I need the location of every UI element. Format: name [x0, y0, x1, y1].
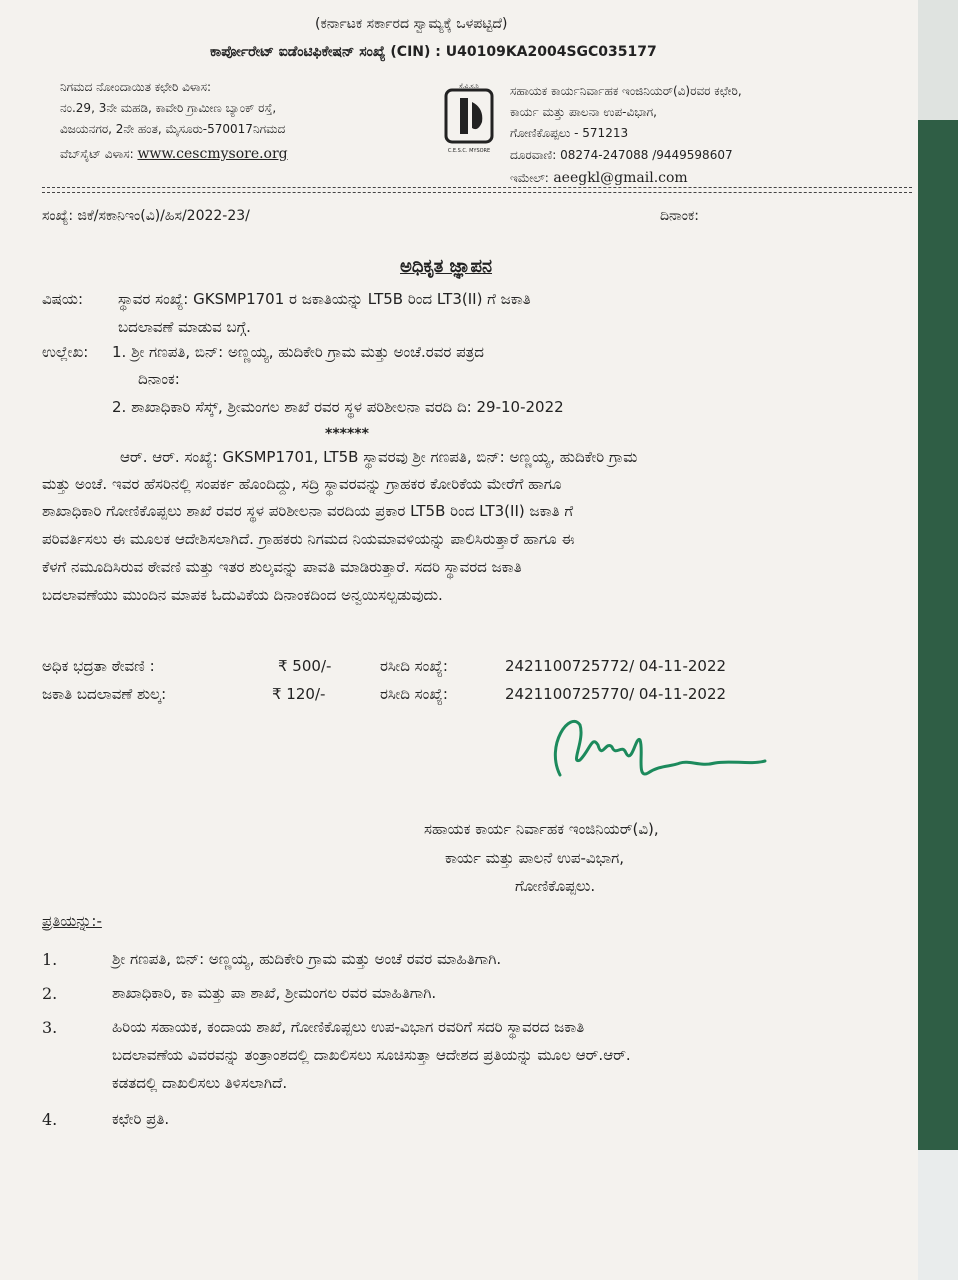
body-line-1: ಆರ್. ಆರ್. ಸಂಖ್ಯೆ: GKSMP1701, LT5B ಸ್ಥಾವರವು ಶ್ರೀ ಗಣಪತಿ, ಬಿನ್: ಅಣ್ಣಯ್ಯ, ಹುದಿಕೇರಿ ಗ್ರಾಮ	[120, 448, 638, 466]
cesc-logo-icon	[438, 80, 500, 156]
signatory-line-1: ಸಹಾಯಕ ಕಾರ್ಯ ನಿರ್ವಾಹಕ ಇಂಜಿನಿಯರ್(ವಿ),	[424, 820, 659, 838]
body-line-4: ಪರಿವರ್ತಿಸಲು ಈ ಮೂಲಕ ಆದೇಶಿಸಲಾಗಿದೆ. ಗ್ರಾಹಕರು ನಿಗಮದ ನಿಯಮಾವಳಿಯನ್ನು ಪಾಲಿಸಿರುತ್ತಾರೆ ಹಾಗೂ ಈ	[42, 530, 575, 548]
copy-1-text: ಶ್ರೀ ಗಣಪತಿ, ಬಿನ್: ಅಣ್ಣಯ್ಯ, ಹುದಿಕೇರಿ ಗ್ರಾಮ ಮತ್ತು ಅಂಚೆ ರವರ ಮಾಹಿತಿಗಾಗಿ.	[112, 950, 502, 968]
phone-value: 08274-247088 /9449598607	[560, 148, 733, 162]
right-address-line-2: ಕಾರ್ಯ ಮತ್ತು ಪಾಲನಾ ಉಪ-ವಿಭಾಗ,	[510, 105, 657, 119]
right-address-line-3: ಗೋಣಿಕೊಪ್ಪಲು - 571213	[510, 126, 629, 140]
copy-3-text-line-3: ಕಡತದಲ್ಲಿ ದಾಖಲಿಸಲು ತಿಳಿಸಲಾಗಿದೆ.	[112, 1074, 288, 1092]
fee-2-receipt: 2421100725770/ 04-11-2022	[505, 685, 727, 703]
body-line-3: ಶಾಖಾಧಿಕಾರಿ ಗೋಣಿಕೊಪ್ಪಲು ಶಾಖೆ ರವರ ಸ್ಥಳ ಪರಿಶೀಲನಾ ವರದಿಯ ಪ್ರಕಾರ LT5B ರಿಂದ LT3(II) ಜಕಾತಿ ಗೆ	[42, 502, 574, 520]
copy-1-number: 1.	[42, 950, 58, 969]
fee-1-amount: ₹ 500/-	[278, 657, 332, 675]
signatory-line-2: ಕಾರ್ಯ ಮತ್ತು ಪಾಲನೆ ಉಪ-ವಿಭಾಗ,	[445, 849, 625, 867]
copy-3-text-line-1: ಹಿರಿಯ ಸಹಾಯಕ, ಕಂದಾಯ ಶಾಖೆ, ಗೋಣಿಕೊಪ್ಪಲು ಉಪ-ವಿಭಾಗ ರವರಿಗೆ ಸದರಿ ಸ್ಥಾವರದ ಜಕಾತಿ	[112, 1018, 585, 1036]
website-label: ವೆಬ್‌ಸೈಟ್ ವಿಳಾಸ:	[60, 147, 134, 161]
date-label: ದಿನಾಂಕ:	[660, 208, 699, 224]
body-line-5: ಕೆಳಗೆ ನಮೂದಿಸಿರುವ ಠೇವಣಿ ಮತ್ತು ಇತರ ಶುಲ್ಕವನ್ನು ಪಾವತಿ ಮಾಡಿರುತ್ತಾರೆ. ಸದರಿ ಸ್ಥಾವರದ ಜಕಾತಿ	[42, 558, 522, 576]
reference-item-2: 2. ಶಾಖಾಧಿಕಾರಿ ಸೆಸ್ಕ್, ಶ್ರೀಮಂಗಲ ಶಾಖೆ ರವರ ಸ್ಥಳ ಪರಿಶೀಲನಾ ವರದಿ ದಿ: 29-10-2022	[112, 398, 564, 416]
header-divider-2	[42, 192, 912, 193]
reference-item-1-line-1: 1. ಶ್ರೀ ಗಣಪತಿ, ಬಿನ್: ಅಣ್ಣಯ್ಯ, ಹುದಿಕೇರಿ ಗ್ರಾಮ ಮತ್ತು ಅಂಚೆ.ರವರ ಪತ್ರದ	[112, 343, 484, 361]
copy-2-text: ಶಾಖಾಧಿಕಾರಿ, ಕಾ ಮತ್ತು ಪಾ ಶಾಖೆ, ಶ್ರೀಮಂಗಲ ರವರ ಮಾಹಿತಿಗಾಗಿ.	[112, 984, 437, 1002]
left-address-line-3: ವಿಜಯನಗರ, 2ನೇ ಹಂತ, ಮೈಸೂರು-570017ನಿಗಮದ	[60, 122, 286, 136]
reference-number: ಸಂಖ್ಯೆ: ಜಿಕೆ/ಸಕಾನಿಇಂ(ವಿ)/ಹಿಸ/2022-23/	[42, 208, 250, 224]
fee-1-receipt-label: ರಸೀದಿ ಸಂಖ್ಯೆ:	[380, 657, 448, 675]
right-address-line-1: ಸಹಾಯಕ ಕಾರ್ಯನಿರ್ವಾಹಕ ಇಂಜಿನಿಯರ್(ವಿ)ರವರ ಕಛೇರಿ,	[510, 84, 742, 98]
body-line-2: ಮತ್ತು ಅಂಚೆ. ಇವರ ಹೆಸರಿನಲ್ಲಿ ಸಂಪರ್ಕ ಹೊಂದಿದ್ದು, ಸದ್ರಿ ಸ್ಥಾವರವನ್ನು ಗ್ರಾಹಕರ ಕೋರಿಕೆಯ ಮೇರೆಗೆ ಹಾಗೂ	[42, 475, 562, 493]
signatory-line-3: ಗೋಣಿಕೊಪ್ಪಲು.	[515, 877, 596, 895]
copy-3-number: 3.	[42, 1018, 58, 1037]
document-title: ಅಧಿಕೃತ ಜ್ಞಾಪನ	[400, 256, 493, 277]
header-divider-1	[42, 187, 912, 188]
email-label: ಇಮೇಲ್:	[510, 171, 549, 185]
reference-label: ಉಲ್ಲೇಖ:	[42, 343, 89, 361]
separator-stars: ******	[325, 426, 369, 442]
fee-2-receipt-label: ರಸೀದಿ ಸಂಖ್ಯೆ:	[380, 685, 448, 703]
left-address-line-1: ನಿಗಮದ ನೋಂದಾಯಿತ ಕಛೇರಿ ವಿಳಾಸ:	[60, 80, 212, 94]
email-row	[510, 170, 688, 186]
subject-line-1: ಸ್ಥಾವರ ಸಂಖ್ಯೆ: GKSMP1701 ರ ಜಕಾತಿಯನ್ನು LT5B ರಿಂದ LT3(II) ಗೆ ಜಕಾತಿ	[118, 290, 531, 308]
left-address-line-2: ನಂ.29, 3ನೇ ಮಹಡಿ, ಕಾವೇರಿ ಗ್ರಾಮೀಣ ಬ್ಯಾಂಕ್ ರಸ್ತೆ,	[60, 101, 277, 115]
cin-line: ಕಾರ್ಪೋರೇಟ್ ಐಡೆಂಟಿಫಿಕೇಷನ್ ಸಂಖ್ಯೆ (CIN) : U40109KA2004SGC035177	[210, 44, 657, 60]
phone-row	[510, 148, 733, 163]
subject-line-2: ಬದಲಾವಣೆ ಮಾಡುವ ಬಗ್ಗೆ.	[118, 318, 251, 336]
body-line-6: ಬದಲಾವಣೆಯು ಮುಂದಿನ ಮಾಪಕ ಓದುವಿಕೆಯ ದಿನಾಂಕದಿಂದ ಅನ್ವಯಿಸಲ್ಪಡುವುದು.	[42, 586, 443, 604]
logo-text-top: ಸೆ.ವಿ.ಸ.ನಿ	[459, 83, 479, 90]
fee-2-amount: ₹ 120/-	[272, 685, 326, 703]
subject-label: ವಿಷಯ:	[42, 290, 83, 308]
govt-line: (ಕರ್ನಾಟಕ ಸರ್ಕಾರದ ಸ್ವಾಮ್ಯಕ್ಕೆ ಒಳಪಟ್ಟಿದೆ)	[315, 16, 508, 32]
reference-item-1-line-2: ದಿನಾಂಕ:	[138, 370, 180, 388]
handwritten-signature	[540, 705, 780, 790]
email-value[interactable]: aeegkl@gmail.com	[553, 170, 688, 186]
fee-1-label: ಅಧಿಕ ಭದ್ರತಾ ಠೇವಣಿ :	[42, 657, 155, 675]
phone-label: ದೂರವಾಣಿ:	[510, 148, 557, 162]
copy-4-number: 4.	[42, 1110, 58, 1129]
copy-2-number: 2.	[42, 984, 58, 1003]
logo-text-bottom: C.E.S.C. MYSORE	[447, 148, 491, 154]
website-row	[60, 146, 288, 162]
copies-heading: ಪ್ರತಿಯನ್ನು:-	[42, 912, 102, 930]
fee-2-label: ಜಕಾತಿ ಬದಲಾವಣೆ ಶುಲ್ಕ:	[42, 685, 167, 703]
fee-1-receipt: 2421100725772/ 04-11-2022	[505, 657, 727, 675]
copy-4-text: ಕಛೇರಿ ಪ್ರತಿ.	[112, 1110, 170, 1128]
copy-3-text-line-2: ಬದಲಾವಣೆಯ ವಿವರವನ್ನು ತಂತ್ರಾಂಶದಲ್ಲಿ ದಾಖಲಿಸಲು ಸೂಚಿಸುತ್ತಾ ಆದೇಶದ ಪ್ರತಿಯನ್ನು ಮೂಲ ಆರ್.ಆರ್.	[112, 1046, 631, 1064]
website-link[interactable]: www.cescmysore.org	[137, 146, 288, 162]
